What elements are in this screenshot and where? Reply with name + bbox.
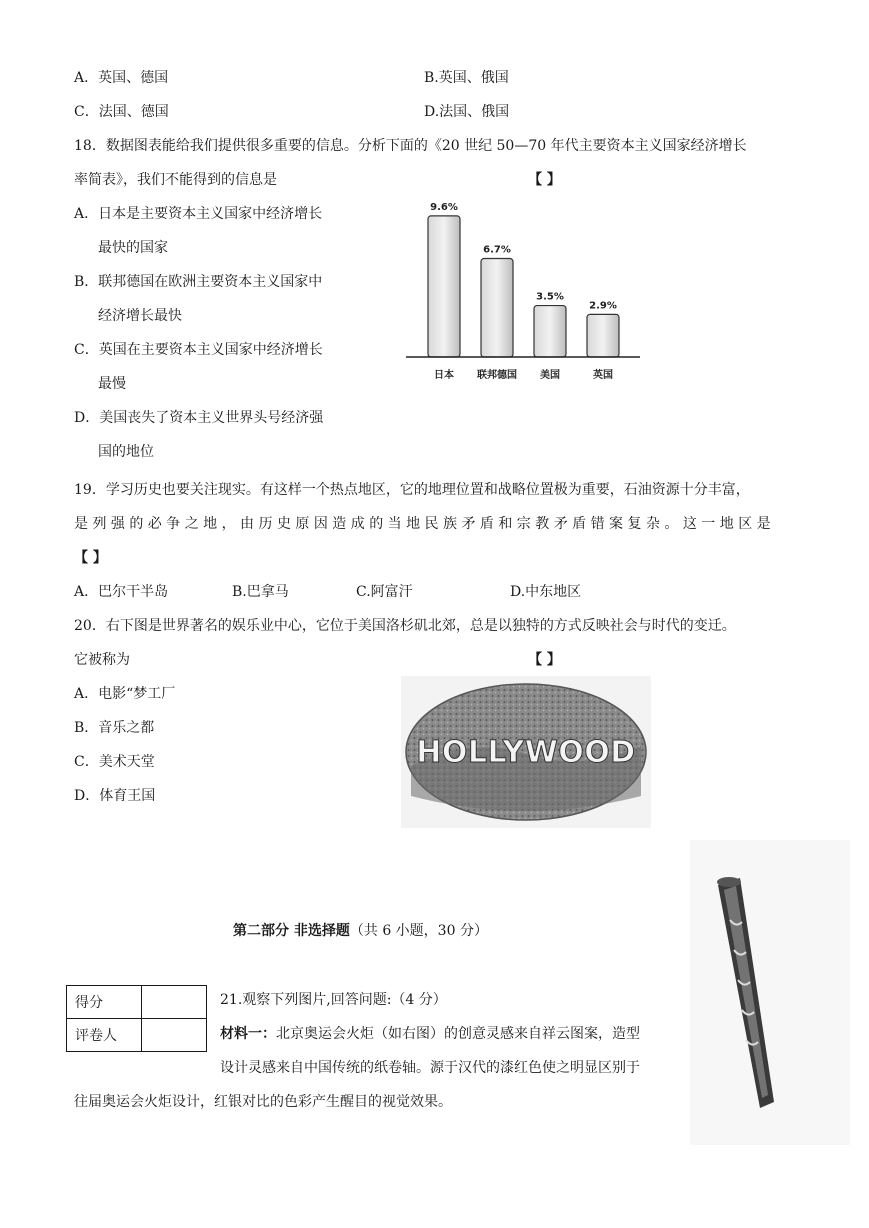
q18-stem-line2: 率简表》，我们不能得到的信息是 — [74, 172, 277, 188]
data-label-1: 6.7% — [483, 244, 511, 256]
olympic-torch-photo — [690, 840, 850, 1145]
bar-2 — [534, 306, 566, 357]
category-label-3: 英国 — [593, 370, 613, 381]
q21-material-text1: 北京奥运会火炬（如右图）的创意灵感来自祥云图案，造型 — [276, 1026, 640, 1042]
q18-option-a-line1: A．日本是主要资本主义国家中经济增长 — [74, 206, 323, 222]
score-label: 得分 — [67, 986, 142, 1019]
q20-answer-bracket: 【 】 — [528, 652, 561, 668]
q20-option-c: C．美术天堂 — [74, 754, 155, 770]
q18-answer-bracket: 【 】 — [528, 172, 561, 188]
q19-option-a: A．巴尔干半岛 — [74, 584, 169, 600]
q18-stem-line1: 18．数据图表能给我们提供很多重要的信息。分析下面的《20 世纪 50—70 年代主要资本主义国家经济增长 — [74, 138, 747, 154]
grader-label: 评卷人 — [67, 1019, 142, 1052]
data-label-3: 2.9% — [589, 300, 617, 312]
q21-material-label: 材料一： — [220, 1026, 276, 1042]
hollywood-sign-text: HOLLYWOOD — [416, 735, 636, 770]
q20-stem-line2: 它被称为 — [74, 652, 130, 668]
q19-option-d: D.中东地区 — [510, 584, 582, 600]
q18-option-d-line2: 国的地位 — [98, 444, 154, 460]
q18-option-a-line2: 最快的国家 — [98, 240, 168, 256]
q17-option-a: A．英国、德国 — [74, 70, 169, 86]
q20-option-d: D．体育王国 — [74, 788, 156, 804]
q20-option-a: A．电影“梦工厂 — [74, 686, 176, 702]
data-label-0: 9.6% — [430, 201, 458, 213]
q19-stem-line1: 19．学习历史也要关注现实。有这样一个热点地区，它的地理位置和战略位置极为重要，石油资源十分丰富， — [74, 482, 750, 498]
q19-answer-bracket: 【 】 — [74, 550, 107, 566]
score-blank — [142, 986, 207, 1019]
category-label-1: 联邦德国 — [477, 370, 517, 381]
q17-option-d: D.法国、俄国 — [424, 104, 510, 120]
q17-option-c: C．法国、德国 — [74, 104, 169, 120]
q18-option-c-line2: 最慢 — [98, 376, 126, 392]
q18-option-c-line1: C．英国在主要资本主义国家中经济增长 — [74, 342, 323, 358]
data-label-2: 3.5% — [536, 291, 564, 303]
q21-material-line2: 设计灵感来自中国传统的纸卷轴。源于汉代的漆红色使之明显区别于 — [220, 1060, 640, 1076]
growth-rate-chart-svg — [400, 190, 650, 390]
q21-stem: 21.观察下列图片,回答问题:（4 分） — [220, 992, 447, 1008]
growth-rate-bar-chart — [400, 190, 650, 390]
part2-title — [233, 922, 488, 940]
category-label-0: 日本 — [434, 370, 454, 381]
q18-option-d-line1: D．美国丧失了资本主义世界头号经济强 — [74, 410, 324, 426]
grader-blank — [142, 1019, 207, 1052]
category-label-2: 美国 — [540, 370, 560, 381]
q20-option-b: B．音乐之都 — [74, 720, 155, 736]
q19-option-b: B.巴拿马 — [232, 584, 289, 600]
q20-stem-line1: 20．右下图是世界著名的娱乐业中心，它位于美国洛杉矶北郊，总是以独特的方式反映社会与时代的变迁。 — [74, 618, 736, 634]
score-table — [66, 985, 207, 1052]
bar-3 — [587, 314, 619, 357]
hollywood-sign-photo — [401, 676, 651, 828]
part2-title-main: 第二部分 非选择题 — [233, 923, 350, 939]
q21-material-line3: 往届奥运会火炬设计，红银对比的色彩产生醒目的视觉效果。 — [74, 1094, 452, 1110]
q19-stem-line2: 是 列 强 的 必 争 之 地 ， 由 历 史 原 因 造 成 的 当 地 民 族 矛 盾 和 宗 教 矛 盾 错 案 复 杂 。 这 一 地 区 是 — [74, 516, 771, 532]
q21-material-line1 — [220, 1025, 640, 1043]
bar-0 — [428, 216, 460, 357]
q19-option-c: C.阿富汗 — [356, 584, 413, 600]
q17-option-b: B.英国、俄国 — [424, 70, 509, 86]
q18-option-b-line1: B．联邦德国在欧洲主要资本主义国家中 — [74, 274, 323, 290]
q18-option-b-line2: 经济增长最快 — [98, 308, 182, 324]
bar-1 — [481, 259, 513, 357]
part2-title-note: （共 6 小题，30 分） — [349, 923, 488, 939]
